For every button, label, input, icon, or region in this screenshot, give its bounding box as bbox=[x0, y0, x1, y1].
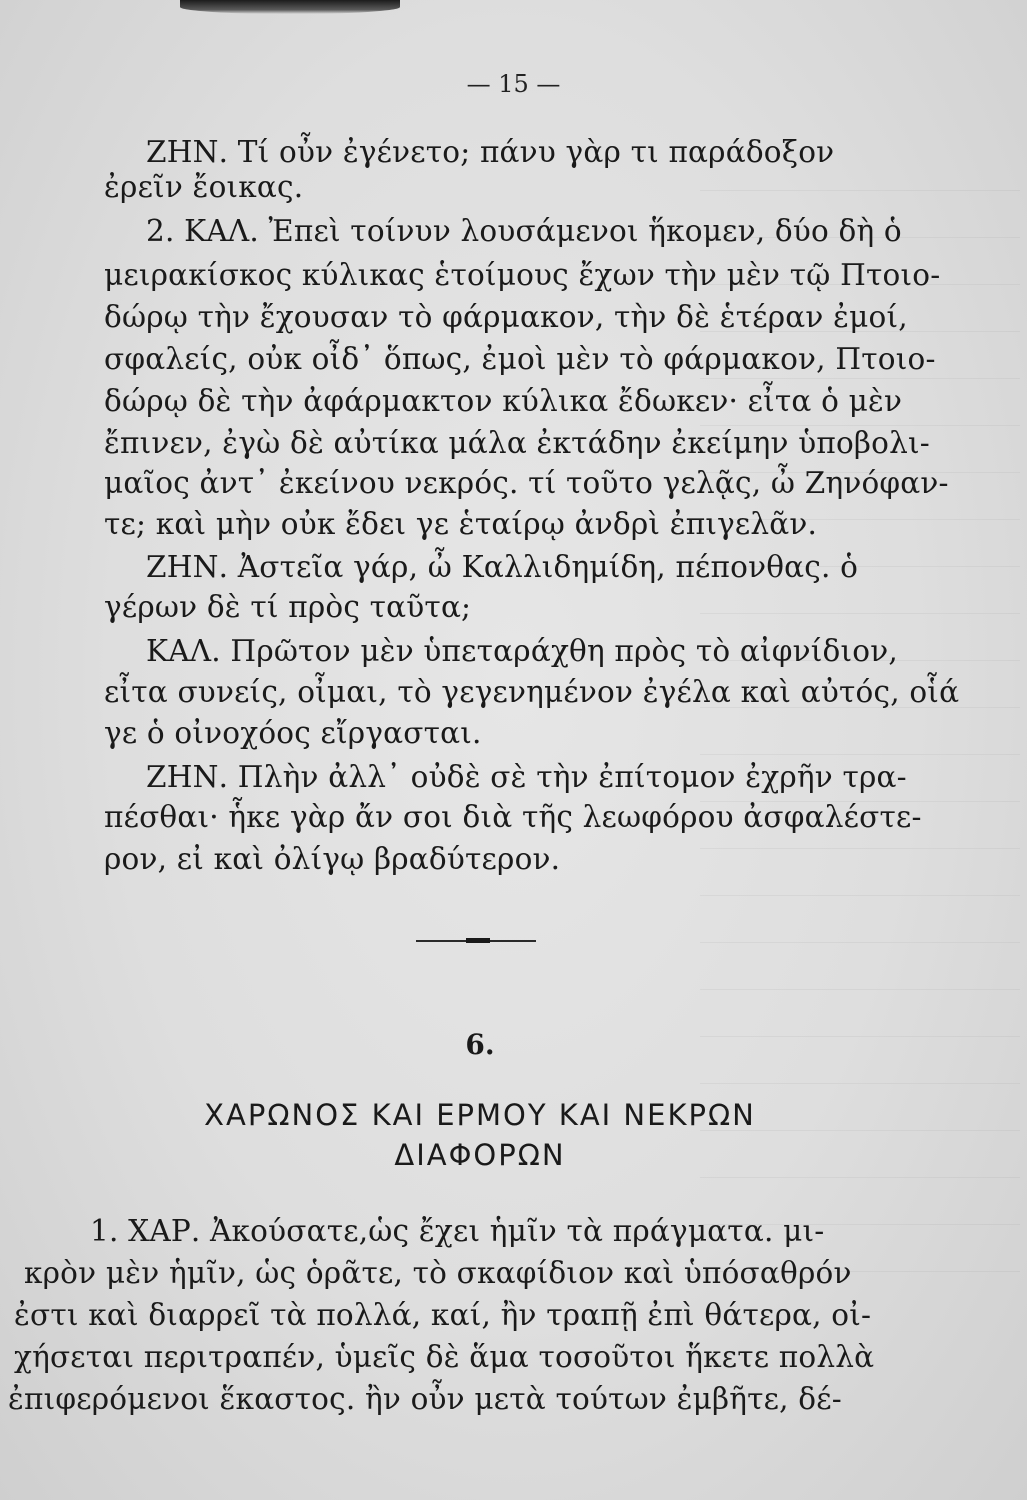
text-line: μειρακίσκος κύλικας ἑτοίμους ἔχων τὴν μὲν τῷ Πτοιο- bbox=[104, 258, 941, 292]
text-line: σφαλείς, οὐκ οἶδ᾽ ὅπως, ἐμοὶ μὲν τὸ φάρμακον, Πτοιο- bbox=[104, 342, 936, 376]
text-line: ρον, εἰ καὶ ὀλίγῳ βραδύτερον. bbox=[104, 842, 561, 876]
text-line: ἐπιφερόμενοι ἕκαστος. ἢν οὖν μετὰ τούτων ἐμβῆτε, δέ- bbox=[8, 1382, 842, 1416]
text-line: ΚΑΛ. Πρῶτον μὲν ὑπεταράχθη πρὸς τὸ αἰφνίδιον, bbox=[146, 634, 898, 668]
text-line: ἔπινεν, ἐγὼ δὲ αὐτίκα μάλα ἐκτάδην ἐκείμην ὑποβολι- bbox=[104, 426, 930, 460]
binding-shadow bbox=[180, 0, 400, 14]
text-line: ΖΗΝ. Ἀστεῖα γάρ, ὦ Καλλιδημίδη, πέπονθας. ὁ bbox=[146, 550, 859, 584]
text-line: ἐστι καὶ διαρρεῖ τὰ πολλά, καί, ἢν τραπῇ ἐπὶ θάτερα, οἰ- bbox=[14, 1298, 872, 1332]
text-line: 1. ΧΑΡ. Ἀκούσατε,ὡς ἔχει ἡμῖν τὰ πράγματα. μι- bbox=[90, 1214, 825, 1248]
text-line: γέρων δὲ τί πρὸς ταῦτα; bbox=[104, 590, 472, 624]
text-line: ἐρεῖν ἔοικας. bbox=[104, 170, 304, 204]
text-line: ΖΗΝ. Πλὴν ἀλλ᾽ οὐδὲ σὲ τὴν ἐπίτομον ἐχρῆν τρα- bbox=[146, 760, 907, 794]
page-number: — 15 — bbox=[466, 70, 561, 98]
section-heading-continued: ΔΙΑΦΟΡΩΝ bbox=[394, 1138, 566, 1172]
text-line: δώρῳ δὲ τὴν ἀφάρμακτον κύλικα ἔδωκεν· εἶτα ὁ μὲν bbox=[104, 384, 903, 418]
text-line: χήσεται περιτραπέν, ὑμεῖς δὲ ἅμα τοσοῦτοι ἥκετε πολλὰ bbox=[14, 1340, 875, 1374]
text-line: εἶτα συνείς, οἶμαι, τὸ γεγενημένον ἐγέλα καὶ αὐτός, οἷά bbox=[104, 675, 960, 709]
section-divider-mark bbox=[466, 938, 490, 943]
text-line: δώρῳ τὴν ἔχουσαν τὸ φάρμακον, τὴν δὲ ἑτέραν ἐμοί, bbox=[104, 300, 908, 334]
text-line: γε ὁ οἰνοχόος εἴργασται. bbox=[104, 716, 482, 750]
text-line: μαῖος ἀντ᾽ ἐκείνου νεκρός. τί τοῦτο γελᾷς, ὦ Ζηνόφαν- bbox=[104, 466, 949, 500]
text-line: τε; καὶ μὴν οὐκ ἔδει γε ἑταίρῳ ἀνδρὶ ἐπιγελᾶν. bbox=[104, 507, 818, 541]
text-line: πέσθαι· ἧκε γὰρ ἄν σοι διὰ τῆς λεωφόρου ἀσφαλέστε- bbox=[104, 800, 922, 834]
section-number: 6. bbox=[465, 1028, 495, 1061]
text-line: ΖΗΝ. Τί οὖν ἐγένετο; πάνυ γὰρ τι παράδοξον bbox=[146, 135, 835, 169]
section-heading: ΧΑΡΩΝΟΣ ΚΑΙ ΕΡΜΟΥ ΚΑΙ ΝΕΚΡΩΝ bbox=[204, 1098, 756, 1132]
text-line: κρὸν μὲν ἡμῖν, ὡς ὁρᾶτε, τὸ σκαφίδιον καὶ ὑπόσαθρόν bbox=[24, 1256, 852, 1290]
text-line: 2. ΚΑΛ. Ἐπεὶ τοίνυν λουσάμενοι ἥκομεν, δύο δὴ ὁ bbox=[146, 214, 902, 248]
